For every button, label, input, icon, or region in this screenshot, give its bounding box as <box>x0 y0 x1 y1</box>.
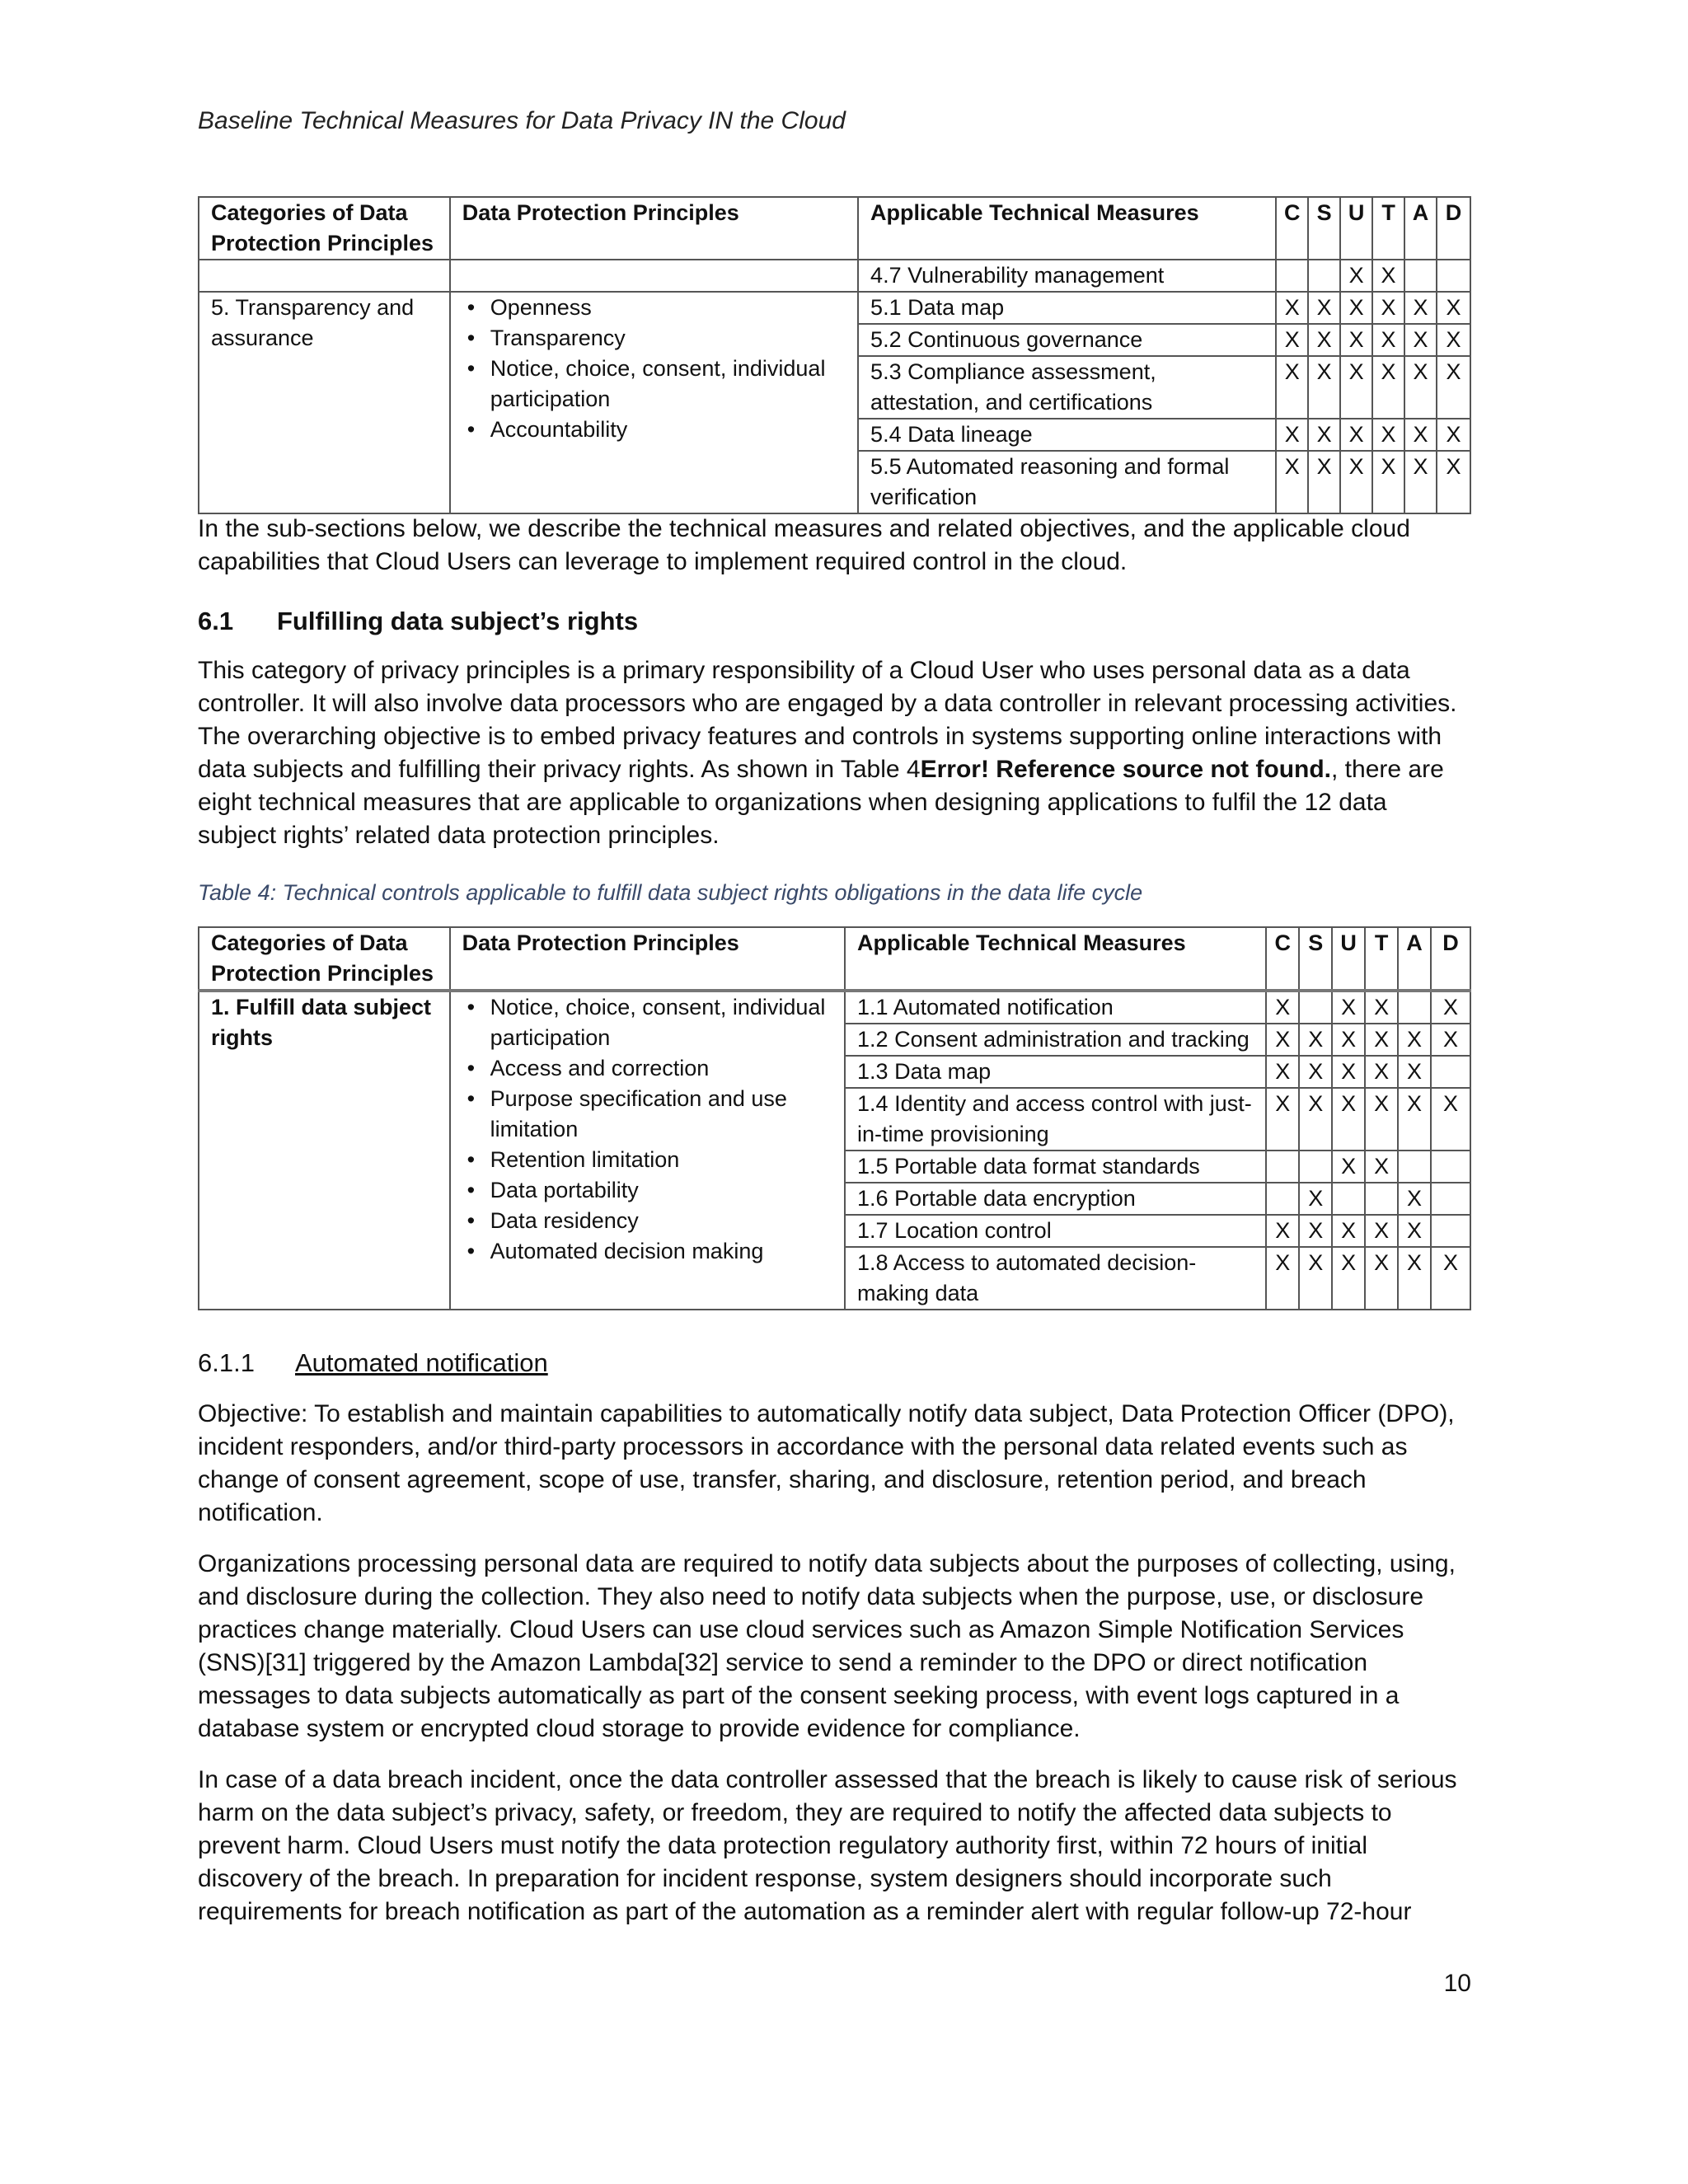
technical-measures-table-continued <box>198 196 1471 514</box>
measure-cell: 1.1 Automated notification <box>845 991 1266 1024</box>
subsection-title: Automated notification <box>295 1348 548 1377</box>
mark-cell <box>1308 260 1340 292</box>
header-principles: Data Protection Principles <box>450 927 845 991</box>
mark-cell: X <box>1332 1215 1365 1247</box>
mark-cell: X <box>1308 419 1340 451</box>
mark-cell: X <box>1299 1183 1332 1215</box>
mark-cell: X <box>1299 1056 1332 1088</box>
list-item: • Retention limitation <box>485 1145 832 1175</box>
list-item: • Data residency <box>485 1206 832 1236</box>
table-header-row <box>199 197 1470 260</box>
mark-cell: X <box>1398 1215 1431 1247</box>
mark-cell: X <box>1276 324 1308 356</box>
header-principles: Data Protection Principles <box>450 197 858 260</box>
principles-list <box>462 293 846 445</box>
mark-cell: X <box>1308 451 1340 513</box>
category-cell: 1. Fulfill data subject rights <box>199 991 450 1310</box>
table-header-row <box>199 927 1470 991</box>
measure-cell: 5.2 Continuous governance <box>858 324 1276 356</box>
section-title: Fulfilling data subject’s rights <box>277 607 639 635</box>
list-item: • Openness <box>485 293 846 323</box>
mark-cell <box>1299 1151 1332 1183</box>
mark-cell: X <box>1340 324 1372 356</box>
mark-cell: X <box>1398 1024 1431 1056</box>
header-u: U <box>1340 197 1372 260</box>
measure-cell: 5.5 Automated reasoning and formal verification <box>858 451 1276 513</box>
mark-cell: X <box>1332 1024 1365 1056</box>
mark-cell: X <box>1266 1056 1299 1088</box>
mark-cell: X <box>1340 356 1372 419</box>
list-item: • Transparency <box>485 323 846 354</box>
header-category: Categories of Data Protection Principles <box>199 197 450 260</box>
mark-cell <box>1404 260 1437 292</box>
mark-cell <box>1299 991 1332 1024</box>
measure-cell: 1.3 Data map <box>845 1056 1266 1088</box>
paragraph-text: , there are eight technical measures that are applicable to organizations when designing applications to fulfil the 12 data subject rights’ related data protection principles. <box>198 756 1444 849</box>
measure-cell: 1.4 Identity and access control with just-in-time provisioning <box>845 1088 1266 1151</box>
header-measures: Applicable Technical Measures <box>845 927 1266 991</box>
mark-cell: X <box>1398 1247 1431 1310</box>
measure-cell: 1.7 Location control <box>845 1215 1266 1247</box>
list-item: • Automated decision making <box>485 1236 832 1267</box>
mark-cell: X <box>1404 451 1437 513</box>
header-s: S <box>1299 927 1332 991</box>
mark-cell: X <box>1431 1088 1470 1151</box>
header-c: C <box>1266 927 1299 991</box>
mark-cell: X <box>1266 1088 1299 1151</box>
mark-cell: X <box>1437 451 1470 513</box>
mark-cell: X <box>1365 991 1398 1024</box>
principles-list <box>462 992 832 1267</box>
mark-cell: X <box>1372 292 1404 324</box>
measure-cell: 1.2 Consent administration and tracking <box>845 1024 1266 1056</box>
mark-cell: X <box>1276 451 1308 513</box>
mark-cell: X <box>1431 1024 1470 1056</box>
mark-cell: X <box>1299 1088 1332 1151</box>
mark-cell: X <box>1266 1215 1299 1247</box>
mark-cell <box>1276 260 1308 292</box>
header-t: T <box>1365 927 1398 991</box>
header-d: D <box>1437 197 1470 260</box>
mark-cell: X <box>1431 991 1470 1024</box>
header-d: D <box>1431 927 1470 991</box>
header-category: Categories of Data Protection Principles <box>199 927 450 991</box>
list-item: • Data portability <box>485 1175 832 1206</box>
mark-cell: X <box>1437 419 1470 451</box>
mark-cell <box>1431 1183 1470 1215</box>
empty-cell <box>450 260 858 292</box>
measure-cell: 5.4 Data lineage <box>858 419 1276 451</box>
data-subject-rights-table <box>198 926 1471 1310</box>
header-measures: Applicable Technical Measures <box>858 197 1276 260</box>
reference-error-text: Error! Reference source not found. <box>920 756 1332 783</box>
header-a: A <box>1404 197 1437 260</box>
mark-cell: X <box>1340 292 1372 324</box>
intro-paragraph: In the sub-sections below, we describe the technical measures and related objectives, and the applicable cloud capabilities that Cloud Users can leverage to implement required control in the cloud. <box>198 515 1410 575</box>
mark-cell <box>1398 991 1431 1024</box>
mark-cell: X <box>1340 260 1372 292</box>
mark-cell: X <box>1365 1215 1398 1247</box>
header-a: A <box>1398 927 1431 991</box>
mark-cell: X <box>1266 991 1299 1024</box>
category-cell: 5. Transparency and assurance <box>199 292 450 513</box>
mark-cell: X <box>1404 419 1437 451</box>
subsection-number: 6.1.1 <box>198 1348 255 1377</box>
mark-cell <box>1431 1215 1470 1247</box>
body-paragraph: In case of a data breach incident, once the data controller assessed that the breach is likely to cause risk of serious harm on the data subject’s privacy, safety, or freedom, they are required to notify the affected data subjects to prevent harm. Cloud Users must notify the data protection regulatory authority first, within 72 hours of initial discovery of the breach. In preparation for incident response, system designers should incorporate such requirements for breach notification as part of the automation as a reminder alert with regular follow-up 72-hour <box>198 1766 1457 1925</box>
list-item: • Notice, choice, consent, individual participation <box>485 354 846 415</box>
principles-cell <box>450 292 858 513</box>
mark-cell: X <box>1365 1247 1398 1310</box>
mark-cell: X <box>1437 356 1470 419</box>
mark-cell: X <box>1266 1247 1299 1310</box>
mark-cell: X <box>1299 1024 1332 1056</box>
measure-cell: 4.7 Vulnerability management <box>858 260 1276 292</box>
page-number: 10 <box>1443 1970 1471 1997</box>
mark-cell: X <box>1365 1151 1398 1183</box>
section-6-1-paragraph <box>198 654 1471 852</box>
mark-cell: X <box>1437 324 1470 356</box>
mark-cell: X <box>1308 292 1340 324</box>
header-u: U <box>1332 927 1365 991</box>
table-row <box>199 991 1470 1024</box>
paragraph-text: This category of privacy principles is a primary responsibility of a Cloud User who uses personal data as a data controller. It will also involve data processors who are engaged by a data controller in relevant processing activities. The overarching objective is to embed privacy features and controls in systems supporting online interactions with data subjects and fulfilling their privacy rights. As shown in Table 4 <box>198 657 1457 783</box>
list-item: • Notice, choice, consent, individual participation <box>485 992 832 1053</box>
table-row <box>199 292 1470 324</box>
mark-cell: X <box>1332 991 1365 1024</box>
mark-cell: X <box>1372 419 1404 451</box>
mark-cell <box>1431 1056 1470 1088</box>
mark-cell: X <box>1404 292 1437 324</box>
body-paragraph: Organizations processing personal data are required to notify data subjects about the purposes of collecting, using, and disclosure during the collection. They also need to notify data subjects when the purpose, use, or disclosure practices change materially. Cloud Users can use cloud services such as Amazon Simple Notification Services (SNS)[31] triggered by the Amazon Lambda[32] service to send a reminder to the DPO or direct notification messages to data subjects automatically as part of the consent seeking process, with event logs captured in a database system or encrypted cloud storage to provide evidence for compliance. <box>198 1550 1456 1742</box>
mark-cell: X <box>1404 324 1437 356</box>
mark-cell: X <box>1365 1088 1398 1151</box>
mark-cell: X <box>1299 1215 1332 1247</box>
mark-cell: X <box>1437 292 1470 324</box>
subsection-heading-6-1-1 <box>198 1348 548 1378</box>
mark-cell: X <box>1372 451 1404 513</box>
list-item: • Purpose specification and use limitation <box>485 1084 832 1145</box>
mark-cell: X <box>1372 356 1404 419</box>
mark-cell: X <box>1398 1088 1431 1151</box>
measure-cell: 1.5 Portable data format standards <box>845 1151 1266 1183</box>
mark-cell: X <box>1372 324 1404 356</box>
header-s: S <box>1308 197 1340 260</box>
mark-cell <box>1365 1183 1398 1215</box>
table-row <box>199 260 1470 292</box>
mark-cell: X <box>1299 1247 1332 1310</box>
mark-cell: X <box>1372 260 1404 292</box>
mark-cell <box>1332 1183 1365 1215</box>
mark-cell: X <box>1308 356 1340 419</box>
mark-cell: X <box>1398 1183 1431 1215</box>
mark-cell: X <box>1404 356 1437 419</box>
mark-cell: X <box>1308 324 1340 356</box>
mark-cell: X <box>1365 1024 1398 1056</box>
mark-cell: X <box>1398 1056 1431 1088</box>
mark-cell <box>1266 1183 1299 1215</box>
list-item: • Accountability <box>485 415 846 445</box>
mark-cell: X <box>1340 451 1372 513</box>
measure-cell: 5.3 Compliance assessment, attestation, and certifications <box>858 356 1276 419</box>
mark-cell <box>1398 1151 1431 1183</box>
mark-cell: X <box>1332 1088 1365 1151</box>
mark-cell <box>1266 1151 1299 1183</box>
header-c: C <box>1276 197 1308 260</box>
mark-cell: X <box>1332 1247 1365 1310</box>
section-number: 6.1 <box>198 607 234 635</box>
list-item: • Access and correction <box>485 1053 832 1084</box>
mark-cell: X <box>1332 1151 1365 1183</box>
mark-cell: X <box>1266 1024 1299 1056</box>
mark-cell: X <box>1332 1056 1365 1088</box>
measure-cell: 1.8 Access to automated decision-making data <box>845 1247 1266 1310</box>
section-heading-6-1 <box>198 607 638 636</box>
mark-cell <box>1437 260 1470 292</box>
mark-cell: X <box>1276 356 1308 419</box>
header-t: T <box>1372 197 1404 260</box>
mark-cell: X <box>1431 1247 1470 1310</box>
principles-cell <box>450 991 845 1310</box>
measure-cell: 5.1 Data map <box>858 292 1276 324</box>
objective-paragraph: Objective: To establish and maintain capabilities to automatically notify data subject, Data Protection Officer (DPO), incident responders, and/or third-party processors in accordance with the personal data related events such as change of consent agreement, scope of use, transfer, sharing, and disclosure, retention period, and breach notification. <box>198 1400 1455 1526</box>
mark-cell: X <box>1276 292 1308 324</box>
mark-cell: X <box>1340 419 1372 451</box>
mark-cell: X <box>1365 1056 1398 1088</box>
table-caption: Table 4: Technical controls applicable to fulfill data subject rights obligations in the data life cycle <box>198 880 1143 905</box>
mark-cell <box>1431 1151 1470 1183</box>
empty-cell <box>199 260 450 292</box>
running-header: Baseline Technical Measures for Data Privacy IN the Cloud <box>198 107 846 134</box>
measure-cell: 1.6 Portable data encryption <box>845 1183 1266 1215</box>
mark-cell: X <box>1276 419 1308 451</box>
